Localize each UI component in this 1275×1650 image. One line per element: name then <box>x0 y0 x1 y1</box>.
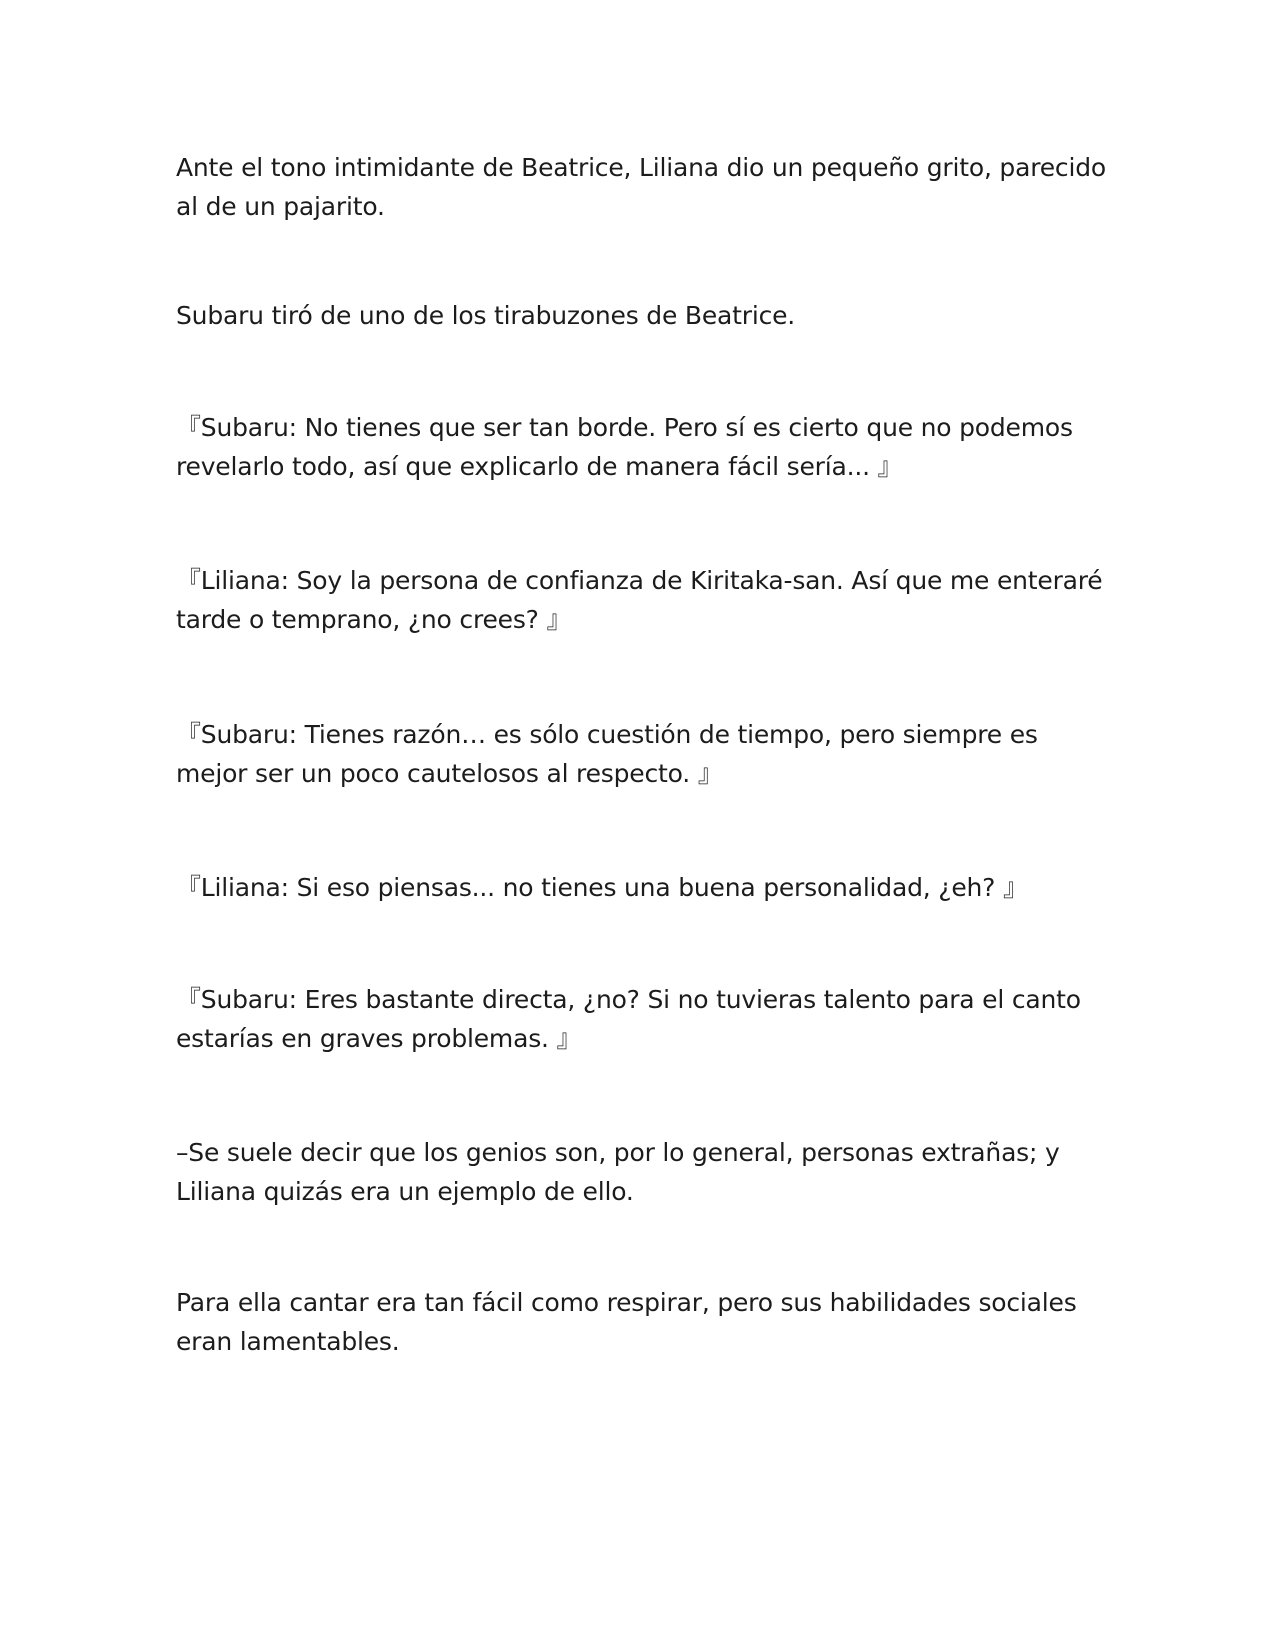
dialogue-subaru-1: 『Subaru: No tienes que ser tan borde. Pero sí es cierto que no podemos revelarlo todo, así que explicarlo de manera fácil sería... 』 <box>176 413 1073 481</box>
paragraph-narration-4: Para ella cantar era tan fácil como respirar, pero sus habilidades sociales eran lamentables. <box>176 1288 1077 1356</box>
dialogue-liliana-2: 『Liliana: Si eso piensas... no tienes una buena personalidad, ¿eh? 』 <box>176 873 1028 902</box>
paragraph-narration-3: –Se suele decir que los genios son, por lo general, personas extrañas; y Liliana quizás era un ejemplo de ello. <box>176 1138 1060 1206</box>
paragraph-narration-2: Subaru tiró de uno de los tirabuzones de Beatrice. <box>176 301 796 330</box>
paragraph-narration-1: Ante el tono intimidante de Beatrice, Liliana dio un pequeño grito, parecido al de un pajarito. <box>176 153 1106 221</box>
dialogue-liliana-1: 『Liliana: Soy la persona de confianza de Kiritaka-san. Así que me enteraré tarde o temprano, ¿no crees? 』 <box>176 566 1103 634</box>
dialogue-subaru-3: 『Subaru: Eres bastante directa, ¿no? Si no tuvieras talento para el canto estarías en graves problemas. 』 <box>176 985 1081 1053</box>
dialogue-subaru-2: 『Subaru: Tienes razón… es sólo cuestión de tiempo, pero siempre es mejor ser un poco cautelosos al respecto. 』 <box>176 720 1038 788</box>
